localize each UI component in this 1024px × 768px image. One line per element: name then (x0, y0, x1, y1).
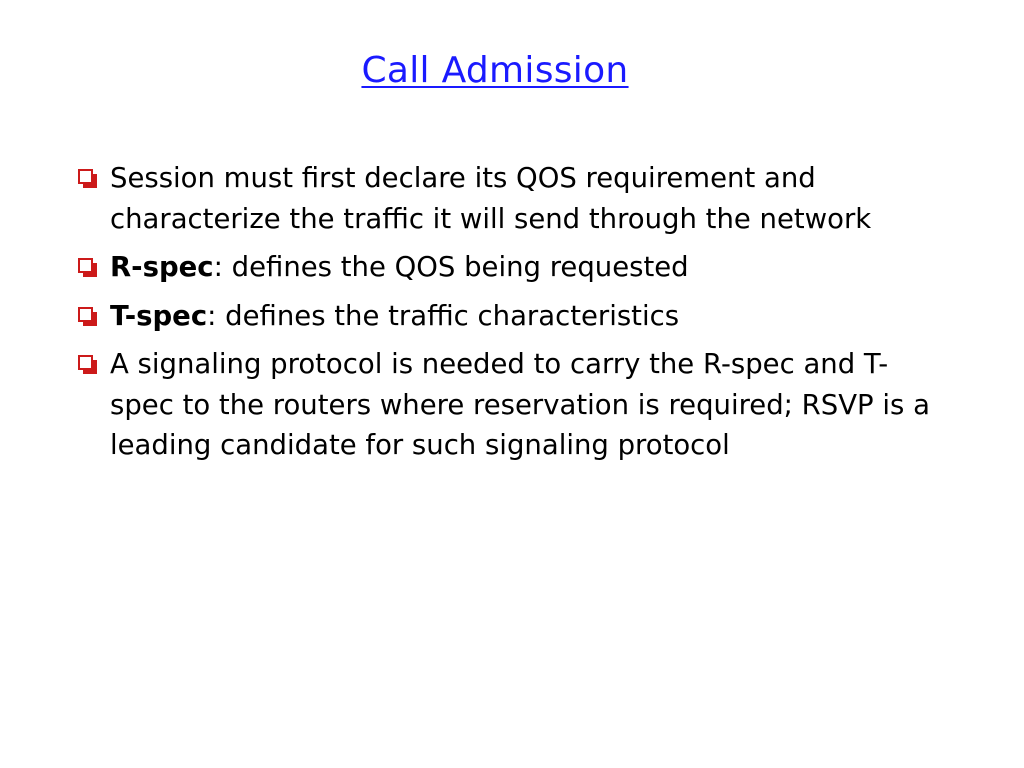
bullet-item-r-spec (70, 247, 930, 288)
bullet-icon (78, 355, 93, 370)
bullet-item-session (70, 158, 930, 239)
bullet-term: R-spec (110, 251, 214, 283)
bullet-text: A signaling protocol is needed to carry the R-spec and T-spec to the routers where reservation is required; RSVP is a leading candidate for such signaling protocol (110, 348, 930, 461)
bullet-term: T-spec (110, 299, 208, 332)
slide-title: Call Admission (361, 50, 629, 91)
bullet-text: : defines the traffic characteristics (207, 299, 680, 332)
bullet-icon (78, 169, 93, 184)
bullet-item-signaling (70, 344, 930, 466)
bullet-text: Session must first declare its QOS requirement and characterize the traffic it will send through the network (110, 162, 872, 235)
bullet-text: : defines the QOS being requested (213, 251, 689, 283)
bullet-icon (78, 258, 93, 273)
bullet-list (70, 158, 930, 474)
bullet-icon (78, 307, 93, 322)
bullet-item-t-spec (70, 296, 930, 337)
